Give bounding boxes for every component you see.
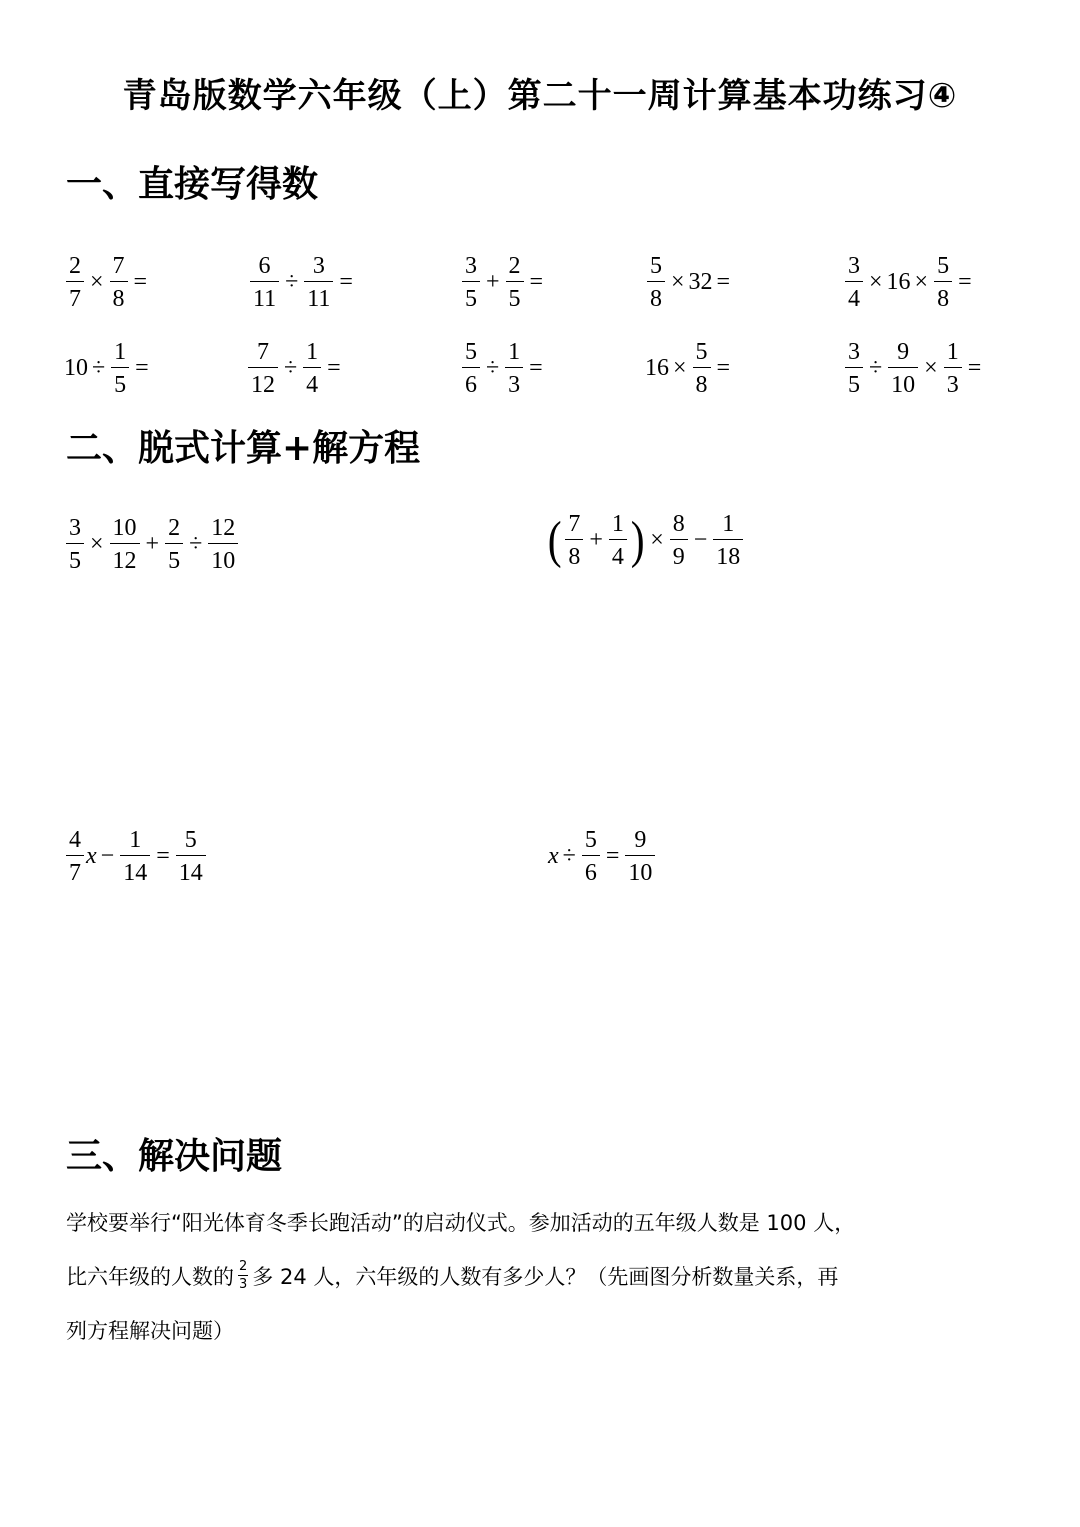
problem-line-2 [66, 1250, 1026, 1304]
numerator: 6 [258, 253, 271, 279]
denominator: 5 [165, 543, 183, 573]
numerator: 5 [184, 827, 197, 853]
denominator: 10 [625, 855, 655, 885]
denominator: 8 [934, 281, 952, 311]
numerator: 8 [672, 511, 685, 537]
fraction [506, 254, 524, 311]
numerator: 5 [650, 253, 662, 279]
fraction [670, 512, 688, 569]
fraction [110, 254, 128, 311]
direct-problem-5 [843, 254, 976, 311]
operator: = [529, 355, 543, 381]
fraction [66, 828, 84, 885]
direct-problem-1 [64, 254, 151, 311]
operator: = [605, 843, 620, 869]
fraction [66, 516, 84, 573]
operator: × [914, 269, 929, 295]
variable-x: x [548, 843, 559, 869]
left-paren: ( [547, 511, 562, 569]
denominator: 11 [250, 281, 279, 311]
calc-problem-1 [64, 516, 240, 573]
operator: × [90, 269, 104, 295]
fraction [66, 254, 84, 311]
number: 32 [688, 269, 713, 295]
denominator: 12 [248, 367, 278, 397]
operator: = [716, 355, 731, 381]
numerator: 1 [722, 511, 735, 537]
fraction [176, 828, 206, 885]
denominator: 8 [693, 367, 711, 397]
fraction [845, 340, 863, 397]
numerator: 3 [69, 515, 81, 541]
numerator: 5 [937, 253, 950, 279]
operator: × [671, 269, 685, 295]
fraction [165, 516, 183, 573]
numerator: 7 [112, 253, 125, 279]
variable-x: x [86, 843, 97, 869]
fraction [888, 340, 918, 397]
denominator: 8 [647, 281, 665, 311]
numerator: 2 [239, 1258, 248, 1274]
operator: − [100, 843, 115, 869]
numerator: 1 [611, 511, 624, 537]
numerator: 1 [129, 827, 142, 853]
calc-problem-2 [546, 512, 745, 569]
numerator: 7 [568, 511, 581, 537]
numerator: 2 [508, 253, 521, 279]
denominator: 5 [111, 367, 129, 397]
operator: ÷ [285, 269, 299, 295]
denominator: 7 [66, 855, 84, 885]
number: 10 [64, 355, 88, 381]
denominator: 3 [505, 367, 523, 397]
operator: = [156, 843, 170, 869]
fraction [505, 340, 523, 397]
denominator: 18 [713, 539, 743, 569]
equation-1 [64, 828, 208, 885]
operator: = [133, 269, 148, 295]
operator: × [650, 527, 664, 553]
numerator: 3 [848, 253, 860, 279]
operator: ÷ [189, 531, 203, 557]
problem-text: 比六年级的人数的 [66, 1265, 234, 1289]
numerator: 4 [69, 827, 81, 853]
direct-problem-9 [645, 340, 734, 397]
equation-2 [548, 828, 657, 885]
numerator: 5 [465, 339, 477, 365]
direct-problem-6 [64, 340, 153, 397]
denominator: 4 [609, 539, 627, 569]
denominator: 8 [110, 281, 128, 311]
fraction [582, 828, 600, 885]
denominator: 14 [120, 855, 150, 885]
denominator: 5 [506, 281, 524, 311]
operator: ÷ [486, 355, 500, 381]
fraction [565, 512, 583, 569]
operator: × [673, 355, 687, 381]
numerator: 2 [168, 515, 181, 541]
operator: × [924, 355, 938, 381]
denominator: 11 [304, 281, 333, 311]
operator: = [135, 355, 149, 381]
number: 16 [886, 269, 911, 295]
operator: = [327, 355, 341, 381]
denominator: 3 [944, 367, 962, 397]
denominator: 5 [462, 281, 480, 311]
operator: ÷ [562, 843, 576, 869]
numerator: 7 [257, 339, 269, 365]
fraction [208, 516, 238, 573]
word-problem [66, 1196, 1026, 1358]
denominator: 4 [303, 367, 321, 397]
problem-line-1: 学校要举行“阳光体育冬季长跑活动”的启动仪式。参加活动的五年级人数是 100 人， [66, 1211, 856, 1235]
denominator: 4 [845, 281, 863, 311]
denominator: 6 [582, 855, 600, 885]
direct-problem-7 [246, 340, 345, 397]
fraction [609, 512, 627, 569]
numerator: 9 [897, 339, 910, 365]
fraction [462, 254, 480, 311]
fraction [111, 340, 129, 397]
fraction [110, 516, 140, 573]
operator: = [339, 269, 353, 295]
operator: + [589, 527, 603, 553]
fraction [845, 254, 863, 311]
direct-problem-4 [645, 254, 734, 311]
operator: × [90, 531, 104, 557]
denominator: 9 [670, 539, 688, 569]
operator: × [869, 269, 883, 295]
denominator: 3 [239, 1276, 248, 1292]
numerator: 1 [306, 339, 319, 365]
section-heading-direct: 一、直接写得数 [66, 163, 319, 205]
numerator: 2 [69, 253, 81, 279]
denominator: 12 [110, 543, 140, 573]
number: 16 [645, 355, 669, 381]
operator: = [716, 269, 731, 295]
direct-problem-2 [248, 254, 357, 311]
operator: + [145, 531, 160, 557]
fraction [625, 828, 655, 885]
fraction [120, 828, 150, 885]
problem-line-3: 列方程解决问题） [66, 1319, 234, 1343]
fraction [693, 340, 711, 397]
numerator: 3 [465, 253, 477, 279]
page-title: 青岛版数学六年级（上）第二十一周计算基本功练习④ [122, 76, 958, 116]
numerator: 3 [312, 253, 325, 279]
fraction [713, 512, 743, 569]
numerator: 5 [584, 827, 597, 853]
section-heading-problem: 三、解决问题 [66, 1135, 283, 1177]
operator: = [958, 269, 972, 295]
numerator: 1 [946, 339, 959, 365]
denominator: 5 [845, 367, 863, 397]
operator: ÷ [92, 355, 106, 381]
operator: + [486, 269, 500, 295]
operator: ÷ [869, 355, 883, 381]
direct-problem-8 [460, 340, 547, 397]
fraction [303, 340, 321, 397]
operator: − [693, 527, 708, 553]
fraction [304, 254, 333, 311]
fraction [250, 254, 279, 311]
operator: = [529, 269, 544, 295]
section-heading-calculation: 二、脱式计算+解方程 [66, 427, 421, 469]
denominator: 10 [888, 367, 918, 397]
numerator: 1 [114, 339, 127, 365]
numerator: 9 [634, 827, 647, 853]
problem-text: 多 24 人，六年级的人数有多少人？（先画图分析数量关系，再 [252, 1265, 839, 1289]
denominator: 5 [66, 543, 84, 573]
fraction [462, 340, 480, 397]
denominator: 8 [565, 539, 583, 569]
numerator: 3 [848, 339, 860, 365]
operator: = [967, 355, 982, 381]
fraction [248, 340, 278, 397]
denominator: 10 [208, 543, 238, 573]
operator: ÷ [284, 355, 298, 381]
direct-problem-10 [843, 340, 985, 397]
denominator: 6 [462, 367, 480, 397]
numerator: 12 [211, 515, 236, 541]
right-paren: ) [630, 511, 645, 569]
numerator: 1 [508, 339, 521, 365]
fraction [944, 340, 962, 397]
denominator: 7 [66, 281, 84, 311]
numerator: 5 [695, 339, 708, 365]
direct-problem-3 [460, 254, 547, 311]
fraction [647, 254, 665, 311]
denominator: 14 [176, 855, 206, 885]
fraction [934, 254, 952, 311]
numerator: 10 [112, 515, 137, 541]
inline-fraction [238, 1260, 248, 1291]
